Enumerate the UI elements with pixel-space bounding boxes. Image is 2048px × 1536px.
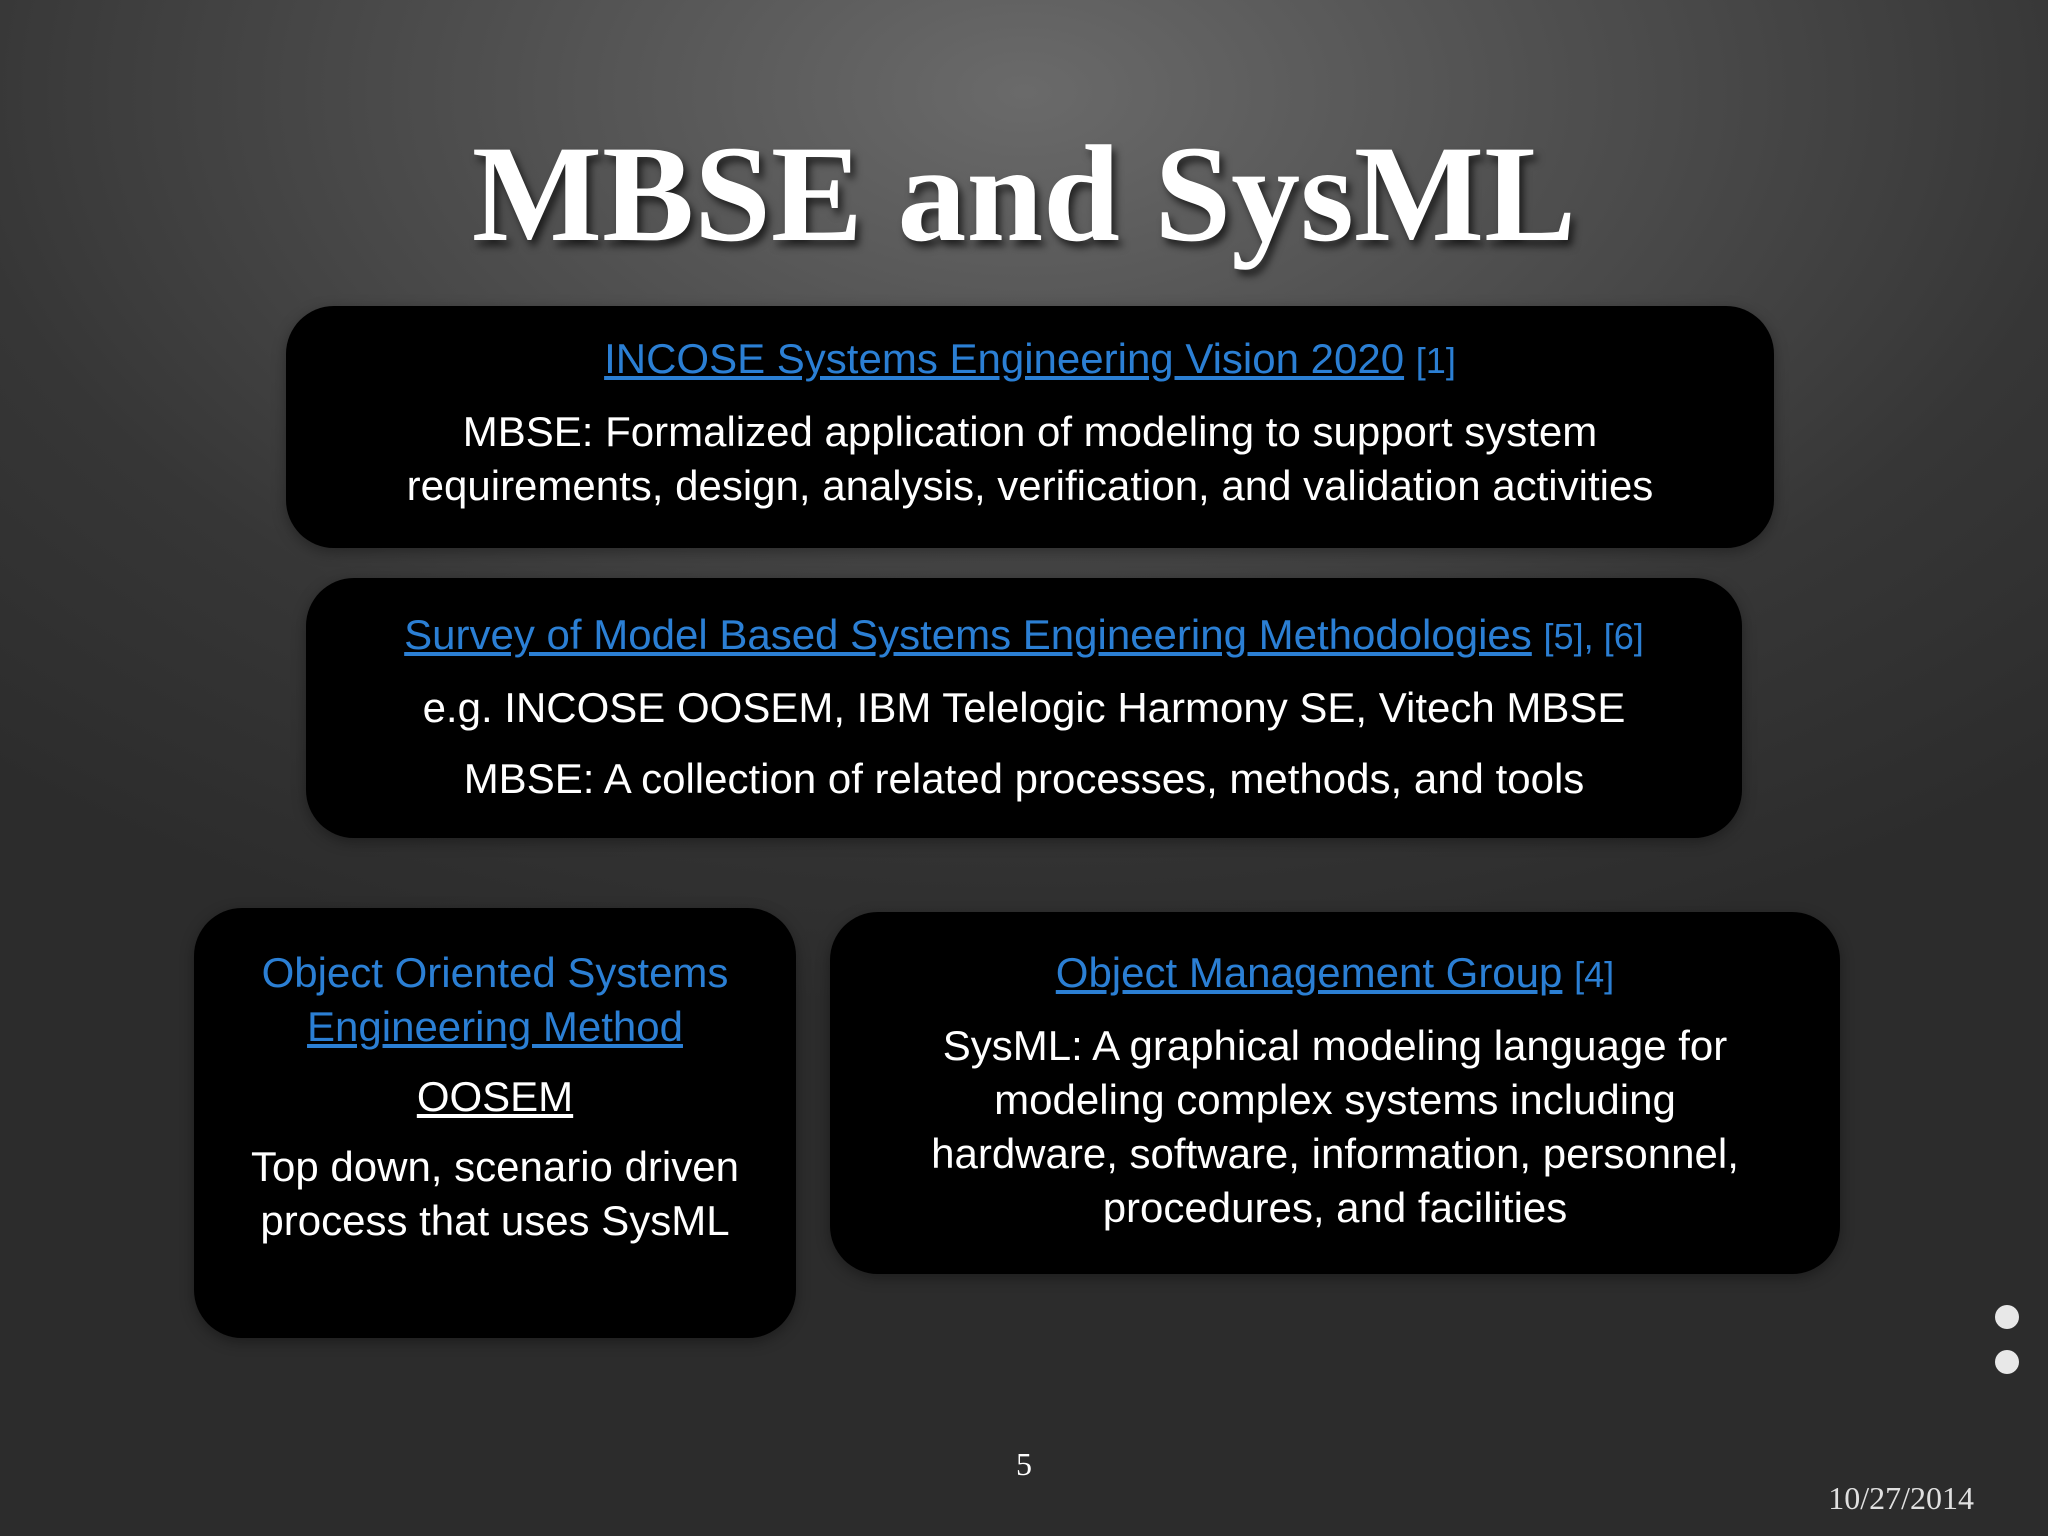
oosem-box — [194, 908, 796, 1338]
survey-examples: e.g. INCOSE OOSEM, IBM Telelogic Harmony SE, Vitech MBSE — [422, 684, 1626, 731]
oosem-heading — [194, 946, 796, 1054]
incose-vision-link[interactable]: INCOSE Systems Engineering Vision 2020 — [604, 335, 1405, 382]
decorative-dot-icon — [1995, 1350, 2019, 1374]
mbse-survey-link[interactable]: Survey of Model Based Systems Engineering Methodologies — [404, 611, 1532, 658]
oosem-abbreviation: OOSEM — [416, 1073, 574, 1120]
mbse-survey-box — [306, 578, 1742, 838]
omg-heading — [830, 946, 1840, 1002]
incose-definition-line-2: requirements, design, analysis, verification, and validation activities — [406, 462, 1654, 509]
sysml-definition: SysML: A graphical modeling language for modeling complex systems including hardware, software, information, personnel, procedures, and facilities — [931, 1022, 1739, 1231]
incose-vision-box — [286, 306, 1774, 548]
slide-title: MBSE and SysML — [471, 117, 1577, 270]
omg-box — [830, 912, 1840, 1274]
slide-date: 10/27/2014 — [1828, 1480, 1974, 1516]
oosem-description: Top down, scenario driven process that uses SysML — [251, 1143, 739, 1244]
incose-definition-line-1: MBSE: Formalized application of modeling to support system — [462, 408, 1598, 455]
omg-ref: [4] — [1574, 954, 1615, 995]
survey-ref: [5], [6] — [1543, 616, 1644, 657]
decorative-dot-icon — [1995, 1305, 2019, 1329]
survey-definition: MBSE: A collection of related processes, methods, and tools — [463, 755, 1585, 802]
survey-heading — [306, 608, 1742, 664]
page-number: 5 — [1016, 1446, 1032, 1482]
omg-link[interactable]: Object Management Group — [1055, 949, 1563, 996]
oosem-link-line-2[interactable]: Engineering Method — [307, 1003, 683, 1050]
incose-ref: [1] — [1415, 340, 1456, 381]
incose-heading — [286, 332, 1774, 388]
oosem-link-line-1[interactable]: Object Oriented Systems — [261, 949, 729, 996]
